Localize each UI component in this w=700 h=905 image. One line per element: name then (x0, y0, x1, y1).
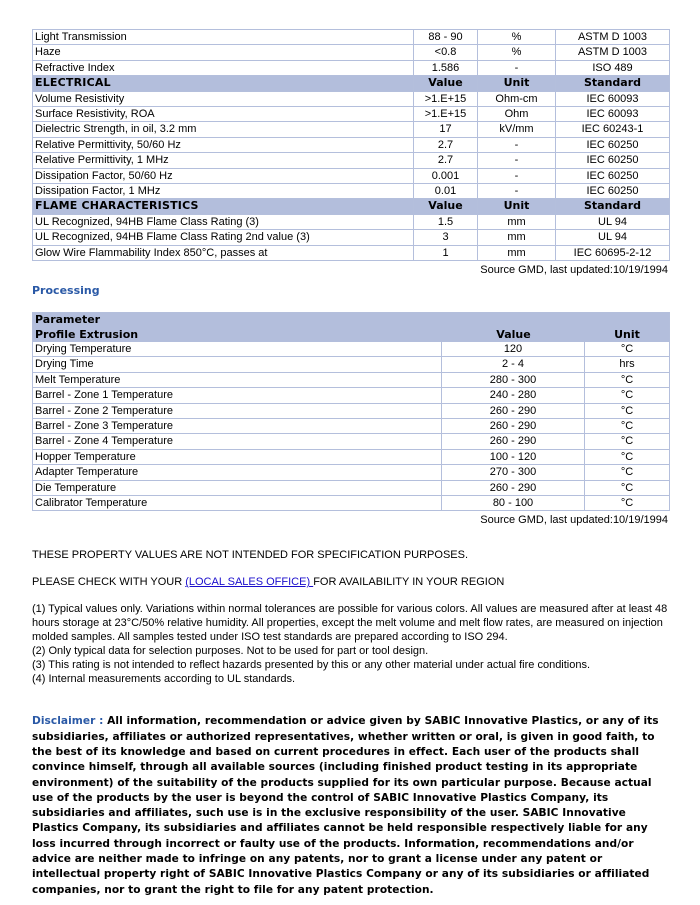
parameter-name: Drying Time (33, 357, 442, 372)
property-name: Relative Permittivity, 1 MHz (33, 153, 414, 168)
parameter-value: 270 - 300 (442, 465, 585, 480)
property-value: 1.5 (414, 215, 478, 230)
table-row (33, 342, 669, 357)
availability-suffix: FOR AVAILABILITY IN YOUR REGION (313, 576, 505, 589)
flame-header-row (33, 199, 669, 214)
property-value: 0.01 (414, 184, 478, 199)
property-unit: Ohm (478, 107, 556, 122)
local-sales-office-link[interactable]: (LOCAL SALES OFFICE) (185, 576, 314, 589)
parameter-unit: °C (620, 496, 634, 509)
parameter-unit: °C (585, 450, 669, 465)
footnote-4: (4) Internal measurements according to UL standards. (32, 673, 296, 686)
footnote-2: (2) Only typical data for selection purposes. Not to be used for part or tool design. (32, 645, 429, 658)
processing-source-note: Source GMD, last updated:10/19/1994 (480, 514, 668, 527)
profile-extrusion-heading: Profile Extrusion (33, 328, 442, 342)
property-value: 0.001 (414, 169, 478, 184)
property-name: Surface Resistivity, ROA (33, 107, 414, 122)
parameter-value: 240 - 280 (442, 388, 585, 403)
property-unit: - (478, 184, 556, 199)
parameter-unit: °C (585, 481, 669, 496)
table-row (33, 465, 669, 480)
property-name: UL Recognized, 94HB Flame Class Rating (3) (33, 215, 414, 230)
property-value: 17 (414, 122, 478, 137)
property-value: 88 - 90 (414, 30, 478, 45)
property-unit: mm (478, 215, 556, 230)
table-row (33, 357, 669, 372)
parameter-name: Calibrator Temperature (33, 496, 442, 510)
section-heading-flame: FLAME CHARACTERISTICS (33, 199, 414, 214)
table-row (33, 246, 669, 260)
parameter-name: Adapter Temperature (33, 465, 442, 480)
property-standard: UL 94 (556, 215, 669, 230)
property-unit: - (478, 61, 556, 76)
property-value: 2.7 (414, 138, 478, 153)
parameter-value: 260 - 290 (442, 481, 585, 496)
property-value: 1 (414, 246, 478, 260)
column-header-unit: Unit (478, 76, 556, 91)
property-value: >1.E+15 (414, 92, 478, 107)
property-unit: kV/mm (478, 122, 556, 137)
processing-section-title: Processing (32, 284, 100, 298)
parameter-name: Barrel - Zone 3 Temperature (33, 419, 442, 434)
table-row (33, 61, 669, 76)
property-standard: IEC 60250 (556, 153, 669, 168)
processing-parameter-header (33, 313, 669, 327)
parameter-value: 260 - 290 (442, 404, 585, 419)
footnotes (32, 602, 668, 686)
property-standard: IEC 60093 (556, 107, 669, 122)
column-header-value: Value (414, 76, 478, 91)
property-name: Volume Resistivity (33, 92, 414, 107)
property-standard: IEC 60093 (556, 92, 669, 107)
property-value: >1.E+15 (414, 107, 478, 122)
property-unit: mm (478, 230, 556, 245)
table-row (33, 184, 669, 199)
property-value: <0.8 (414, 45, 478, 60)
parameter-value: 2 - 4 (442, 357, 585, 372)
property-name: Light Transmission (33, 30, 414, 45)
parameter-unit: °C (585, 373, 669, 388)
property-standard: ASTM D 1003 (556, 30, 669, 45)
parameter-name: Barrel - Zone 2 Temperature (33, 404, 442, 419)
property-name: Dissipation Factor, 1 MHz (33, 184, 414, 199)
parameter-heading: Parameter (33, 313, 669, 327)
property-standard: IEC 60243-1 (556, 122, 669, 137)
property-standard: IEC 60250 (556, 184, 669, 199)
table-row (33, 45, 669, 60)
column-header-standard: Standard (556, 199, 669, 214)
table-row (33, 169, 669, 184)
parameter-name: Barrel - Zone 4 Temperature (33, 434, 442, 449)
processing-table (32, 312, 670, 511)
table-row (33, 230, 669, 245)
parameter-name: Drying Temperature (33, 342, 442, 357)
property-standard: IEC 60250 (556, 138, 669, 153)
property-name: Haze (33, 45, 414, 60)
property-value: 3 (414, 230, 478, 245)
processing-group-header (33, 328, 669, 342)
table-row (33, 373, 669, 388)
property-unit: mm (478, 246, 556, 260)
disclaimer-text: All information, recommendation or advice given by SABIC Innovative Plastics, or any of its subsidiaries, affiliates or authorized representatives, whether written or oral, is given in good faith, to the best of its knowledge and based on current procedures in effect. Each user of the products shall convince himself, through all available sources (including finished product testing in its appropriate environment) of the suitability of the products supplied for its own particular purpose. Because actual use of the products by the user is beyond the control of SABIC Innovative Plastics Company, its subsidiaries and affiliates, such use is in the exclusive responsibility of the user. SABIC Innovative Plastics Company, its subsidiaries and affiliates cannot be held responsible respectively liable for any loss incurred through incorrect or faulty use of the products. Information, recommendations and/or advice are neither made to infringe on any patents, nor to grant a license under any patent or intellectual property right of SABIC Innovative Plastics Company or any of its subsidiaries or affiliated companies, nor to grant the right to file for any patent protection. (32, 715, 659, 896)
table-row (33, 419, 669, 434)
property-unit: Ohm-cm (478, 92, 556, 107)
section-heading-electrical: ELECTRICAL (33, 76, 414, 91)
parameter-name: Barrel - Zone 1 Temperature (33, 388, 442, 403)
property-name: Glow Wire Flammability Index 850°C, passes at (33, 246, 414, 260)
property-value: 2.7 (414, 153, 478, 168)
properties-source-note: Source GMD, last updated:10/19/1994 (480, 264, 668, 277)
disclaimer (32, 714, 668, 898)
availability-notice (32, 575, 668, 589)
datasheet-content (32, 29, 668, 898)
table-row (33, 434, 669, 449)
property-value: 1.586 (414, 61, 478, 76)
parameter-name: Die Temperature (33, 481, 442, 496)
column-header-unit: Unit (478, 199, 556, 214)
parameter-unit: °C (585, 342, 669, 357)
table-row (33, 388, 669, 403)
table-row (33, 215, 669, 230)
property-unit: - (478, 153, 556, 168)
parameter-unit: °C (585, 419, 669, 434)
availability-prefix: PLEASE CHECK WITH YOUR (32, 576, 186, 589)
table-row (33, 496, 669, 510)
property-unit: - (478, 138, 556, 153)
column-header-standard: Standard (556, 76, 669, 91)
parameter-value: 260 - 290 (442, 434, 585, 449)
parameter-value: 260 - 290 (442, 419, 585, 434)
column-header-unit: Unit (585, 328, 669, 342)
property-standard: ISO 489 (556, 61, 669, 76)
property-name: Refractive Index (33, 61, 414, 76)
property-standard: IEC 60695-2-12 (573, 246, 652, 259)
parameter-name: Melt Temperature (33, 373, 442, 388)
table-row (33, 138, 669, 153)
property-name: UL Recognized, 94HB Flame Class Rating 2nd value (3) (33, 230, 414, 245)
property-name: Dissipation Factor, 50/60 Hz (33, 169, 414, 184)
parameter-name: Hopper Temperature (33, 450, 442, 465)
property-standard: ASTM D 1003 (556, 45, 669, 60)
parameter-unit: °C (585, 404, 669, 419)
electrical-header-row (33, 76, 669, 91)
parameter-unit: °C (585, 388, 669, 403)
properties-table (32, 29, 670, 261)
table-row (33, 107, 669, 122)
table-row (33, 404, 669, 419)
property-unit: % (478, 45, 556, 60)
parameter-value: 100 - 120 (442, 450, 585, 465)
column-header-value: Value (442, 328, 585, 342)
parameter-unit: °C (585, 434, 669, 449)
specification-notice: THESE PROPERTY VALUES ARE NOT INTENDED FOR SPECIFICATION PURPOSES. (32, 549, 469, 562)
property-unit: - (478, 169, 556, 184)
parameter-unit: hrs (585, 357, 669, 372)
table-row (33, 122, 669, 137)
column-header-value: Value (414, 199, 478, 214)
property-standard: UL 94 (556, 230, 669, 245)
table-row (33, 30, 669, 45)
table-row (33, 450, 669, 465)
disclaimer-label: Disclaimer : (32, 715, 108, 728)
table-row (33, 92, 669, 107)
property-name: Relative Permittivity, 50/60 Hz (33, 138, 414, 153)
table-row (33, 153, 669, 168)
parameter-value: 280 - 300 (442, 373, 585, 388)
parameter-unit: °C (585, 465, 669, 480)
parameter-value: 120 (442, 342, 585, 357)
table-row (33, 481, 669, 496)
footnote-1: (1) Typical values only. Variations within normal tolerances are possible for various colors. All values are measured after at least 48 hours storage at 23°C/50% relative humidity. All properties, except the melt volume and melt flow rates, are measured on injection molded samples. All samples tested under ISO test standards are prepared according to ISO 294. (32, 603, 668, 644)
property-name: Dielectric Strength, in oil, 3.2 mm (33, 122, 414, 137)
property-standard: IEC 60250 (556, 169, 669, 184)
property-unit: % (478, 30, 556, 45)
parameter-value: 80 - 100 (442, 496, 585, 510)
footnote-3: (3) This rating is not intended to reflect hazards presented by this or any other material under actual fire conditions. (32, 659, 591, 672)
